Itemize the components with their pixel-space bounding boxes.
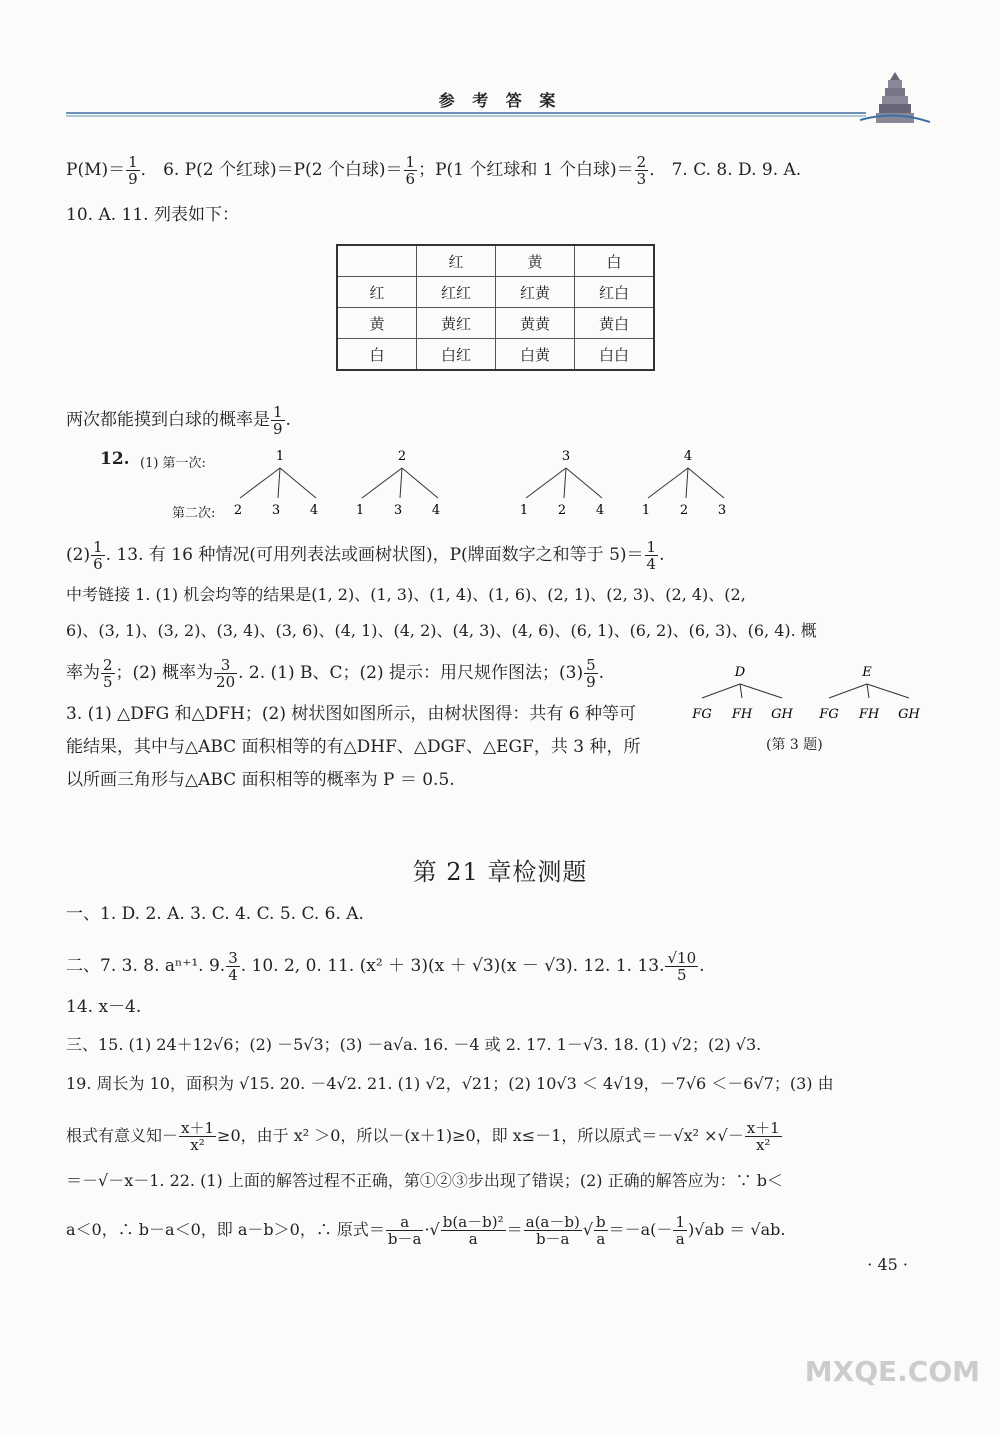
tree-root-node: 4 — [683, 449, 693, 464]
table-header-row — [337, 245, 654, 277]
section-line-1: 一、1. D. 2. A. 3. C. 4. C. 5. C. 6. A. — [66, 904, 364, 924]
tree-child-node: 3 — [271, 503, 281, 518]
section-line-6: 根式有意义知－ $\frac{x+1}{\text{x²}}$ ≥0，由于 x² ＞0，所以－(x＋1)≥0，即 x≤－1，所以原式＝－√x² ×√－ $\frac{x+1}{\text{x²}}$ — [66, 1119, 780, 1154]
tree-diagram-3 — [680, 660, 930, 730]
tree-branch — [362, 468, 402, 498]
table-cell: 红红 — [417, 277, 496, 308]
tree-child-node: FG — [819, 707, 839, 722]
watermark-logo — [805, 1355, 980, 1388]
table-cell: 红白 — [575, 277, 655, 308]
tree-root-node: 2 — [397, 449, 407, 464]
tree-branch — [829, 684, 867, 698]
table-cell — [337, 245, 417, 277]
tree-branch — [400, 468, 402, 498]
answer-line-7: 6)、(3, 1)、(3, 2)、(3, 4)、(3, 6)、(4, 1)、(4, 2)、(4, 3)、(4, 6)、(6, 1)、(6, 2)、(6, 3)、(6, 4). 概 — [66, 621, 817, 640]
table-row — [337, 308, 654, 339]
tree-child-node: FH — [858, 707, 880, 722]
table-cell: 黄红 — [417, 308, 496, 339]
tree-root-node: 3 — [561, 449, 571, 464]
tree-branch — [702, 684, 740, 698]
table-cell: 白黄 — [496, 339, 575, 371]
tree-branch — [648, 468, 688, 498]
tree-second-label: 第二次: — [172, 506, 216, 521]
section-line-5: 19. 周长为 10，面积为 √15. 20. －4√2. 21. (1) √2，√21；(2) 10√3 ＜ 4√19，－7√6 ＜－6√7；(3) 由 — [66, 1074, 834, 1093]
tree-child-node: 4 — [309, 503, 319, 518]
tree-branch — [278, 468, 280, 498]
tree-branch — [686, 468, 688, 498]
table-cell: 黄黄 — [496, 308, 575, 339]
chapter-title: 第 21 章检测题 — [412, 858, 588, 886]
tree-branch — [867, 684, 909, 698]
tree-child-node: FH — [731, 707, 753, 722]
tree-child-node: 1 — [519, 503, 529, 518]
tree-child-node: 2 — [233, 503, 243, 518]
tree-branch — [688, 468, 724, 498]
table-cell: 白 — [575, 245, 655, 277]
answer-line-10: 能结果，其中与△ABC 面积相等的有△DHF、△DGF、△EGF，共 3 种，所 — [66, 737, 641, 757]
tree-child-node: 2 — [557, 503, 567, 518]
tree-child-node: 4 — [595, 503, 605, 518]
section-line-3: 14. x－4. — [66, 997, 142, 1017]
section-line-4: 三、15. (1) 24＋12√6；(2) －5√3；(3) －a√a. 16. －4 或 2. 17. 1－√3. 18. (1) √2；(2) √3. — [66, 1035, 762, 1054]
tree-first-label: (1) 第一次: — [140, 456, 206, 471]
section-line-2: 二、7. 3. 8. aⁿ⁺¹. 9. $\frac{3}{4}$ . 10. 2, 0. 11. (x² ＋ 3)(x ＋ √3)(x － √3). 12. 1. 13. $\frac{√10}{5}$ . — [66, 949, 705, 984]
page-number: · 45 · — [867, 1255, 908, 1274]
tree-branch — [526, 468, 566, 498]
tree-branch — [280, 468, 316, 498]
answer-line-9: 3. (1) △DFG 和△DFH；(2) 树状图如图所示，由树状图得：共有 6 种等可 — [66, 704, 637, 724]
tree-root-node: D — [734, 665, 746, 680]
tree-child-node: 1 — [355, 503, 365, 518]
tree-child-node: 4 — [431, 503, 441, 518]
answer-line-2: 10. A. 11. 列表如下： — [66, 205, 239, 225]
tree-diagram-12 — [220, 446, 740, 526]
answer-line-8: 率为 $\frac{2}{5}$ ；(2) 概率为 $\frac{3}{20}$ . 2. (1) B、C；(2) 提示：用尺规作图法；(3) $\frac{5}{9}$ . — [66, 656, 605, 691]
section-line-7: ＝－√－x－1. 22. (1) 上面的解答过程不正确，第①②③步出现了错误；(2) 正确的解答应为：∵ b＜ — [66, 1171, 783, 1190]
tree-child-node: 3 — [717, 503, 727, 518]
watermark-text: MXQE.COM — [804, 1355, 980, 1388]
problem-12-number: 12. — [100, 449, 130, 469]
answer-line-11: 以所画三角形与△ABC 面积相等的概率为 P ＝ 0.5. — [66, 770, 455, 790]
table-cell: 黄 — [496, 245, 575, 277]
tree-child-node: GH — [771, 707, 793, 722]
tree-root-node: 1 — [275, 449, 285, 464]
table-cell: 黄白 — [575, 308, 655, 339]
table-row — [337, 277, 654, 308]
tree-child-node: GH — [898, 707, 920, 722]
tree-branch — [402, 468, 438, 498]
tree-child-node: 2 — [679, 503, 689, 518]
table-cell: 红 — [417, 245, 496, 277]
tree-branch — [240, 468, 280, 498]
running-header: 参 考 答 案 — [438, 91, 562, 110]
table-cell: 红 — [337, 277, 417, 308]
table-cell: 白 — [337, 339, 417, 371]
table-row — [337, 339, 654, 371]
table-cell: 白红 — [417, 339, 496, 371]
tree-branch — [566, 468, 602, 498]
tree-branch — [740, 684, 742, 698]
pagoda-icon — [860, 70, 930, 130]
section-line-8: a＜0，∴ b－a＜0，即 a－b＞0，∴ 原式＝ $\frac{a}{b-a}$ ·√ $\frac{\text{b(a－b)²}}{a}$ ＝ $\frac{a(a-b)}{b-a}$ √ $\frac{b}{a}$ ＝－a(－ $\frac{1}{a}$ )√ab ＝ √ab. — [66, 1213, 786, 1248]
answer-line-1: P(M)＝ $\frac{1}{9}$ ． 6. P(2 个红球)＝P(2 个白球)＝ $\frac{1}{6}$ ；P(1 个红球和 1 个白球)＝ $\frac{2}{3}$ ． 7. C. 8. D. 9. A. — [66, 153, 802, 188]
table-cell: 红黄 — [496, 277, 575, 308]
tree-child-node: 3 — [393, 503, 403, 518]
header-rule — [66, 112, 866, 118]
probability-table — [336, 244, 655, 371]
tree-child-node: FG — [692, 707, 712, 722]
table-cell: 黄 — [337, 308, 417, 339]
tree-branch — [867, 684, 869, 698]
tree-branch — [564, 468, 566, 498]
tree-child-node: 1 — [641, 503, 651, 518]
answer-line-5: (2) $\frac{1}{6}$ . 13. 有 16 种情况(可用列表法或画树状图)，P(牌面数字之和等于 5)＝ $\frac{1}{4}$ . — [66, 538, 665, 573]
answer-line-3: 两次都能摸到白球的概率是 $\frac{1}{9}$ . — [66, 403, 291, 438]
tree-branch — [740, 684, 782, 698]
tree-root-node: E — [862, 665, 872, 680]
table-cell: 白白 — [575, 339, 655, 371]
figure-caption: (第 3 题) — [766, 737, 823, 753]
answer-line-6: 中考链接 1. (1) 机会均等的结果是(1, 2)、(1, 3)、(1, 4)、(1, 6)、(2, 1)、(2, 3)、(2, 4)、(2, — [66, 585, 746, 604]
